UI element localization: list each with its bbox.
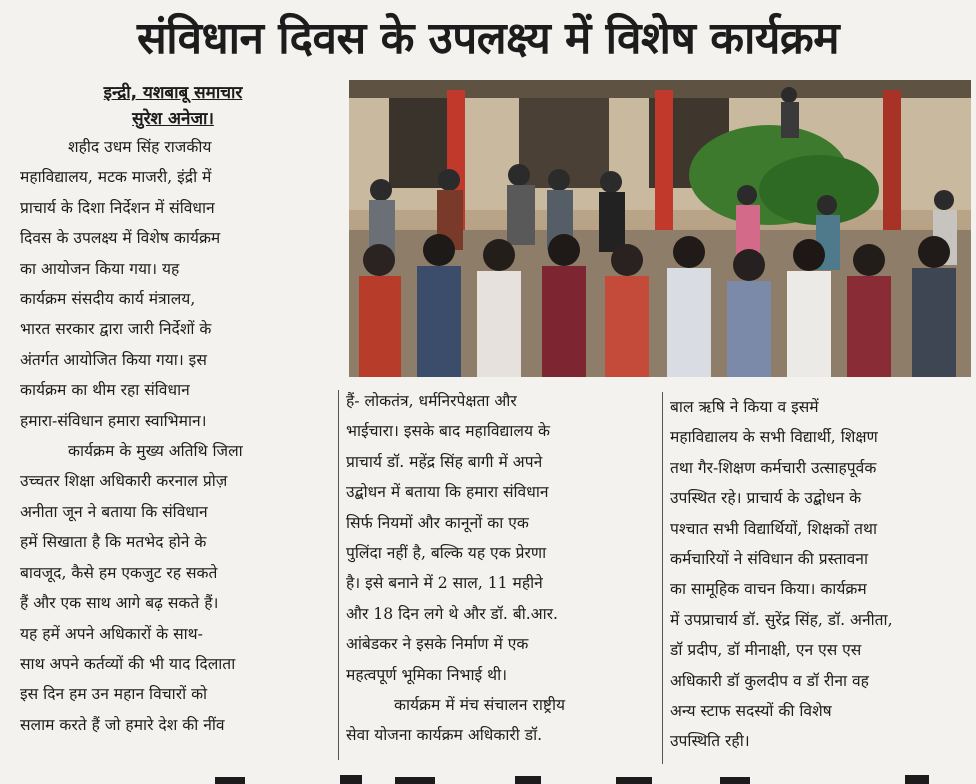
text-line: अनीता जून ने बताया कि संविधान — [20, 502, 208, 521]
text-line: हैं और एक साथ आगे बढ़ सकते हैं। — [20, 594, 219, 613]
text-line: साथ अपने कर्तव्यों की भी याद दिलाता — [20, 654, 236, 673]
text-line: इस दिन हम उन महान विचारों को — [20, 685, 208, 704]
text-line: उच्चतर शिक्षा अधिकारी करनाल प्रोज़ — [20, 472, 228, 491]
text-line: आंबेडकर ने इसके निर्माण में एक — [346, 635, 529, 654]
text-line: भाईचारा। इसके बाद महाविद्यालय के — [346, 422, 550, 441]
next-headline-fragment — [0, 770, 976, 784]
text-line: भारत सरकार द्वारा जारी निर्देशों के — [20, 320, 212, 339]
column-divider — [662, 392, 663, 764]
text-line: महाविद्यालय, मटक माजरी, इंद्री में — [20, 168, 212, 187]
article-column-2 — [346, 386, 656, 751]
author: सुरेश अनेजा। — [132, 109, 214, 129]
text-line: हमारा-संविधान हमारा स्वाभिमान। — [20, 411, 207, 430]
text-line: बाल ऋषि ने किया व इसमें — [670, 398, 819, 416]
text-line: अन्य स्टाफ सदस्यों की विशेष — [670, 702, 832, 721]
text-line: महाविद्यालय के सभी विद्यार्थी, शिक्षण — [670, 428, 878, 447]
text-line: महत्वपूर्ण भूमिका निभाई थी। — [346, 665, 508, 684]
text-line: है। इसे बनाने में 2 साल, 11 महीने — [346, 574, 543, 593]
dateline: इन्द्री, यशबाबू समाचार — [103, 83, 243, 103]
event-photo — [349, 80, 971, 377]
text-line: में उपप्राचार्य डॉ. सुरेंद्र सिंह, डॉ. अनीता, — [670, 610, 893, 629]
column-divider — [338, 390, 339, 760]
text-line: प्राचार्य डॉ. महेंद्र सिंह बागी में अपने — [346, 452, 543, 471]
text-line: कार्यक्रम में मंच संचालन राष्ट्रीय — [394, 696, 566, 715]
text-line: का आयोजन किया गया। यह — [20, 259, 180, 278]
text-line: बावजूद, कैसे हम एकजुट रह सकते — [20, 563, 218, 582]
text-line: कार्यक्रम संसदीय कार्य मंत्रालय, — [20, 290, 196, 309]
text-line: अधिकारी डॉ कुलदीप व डॉ रीना वह — [670, 671, 869, 690]
text-line: का सामूहिक वाचन किया। कार्यक्रम — [670, 580, 867, 599]
text-line: उपस्थिति रही। — [670, 732, 750, 751]
text-line: डॉ प्रदीप, डॉ मीनाक्षी, एन एस एस — [670, 641, 862, 660]
headline: संविधान दिवस के उपलक्ष्य में विशेष कार्यक्रम — [136, 13, 840, 64]
text-line: दिवस के उपलक्ष्य में विशेष कार्यक्रम — [20, 229, 221, 248]
text-line: कर्मचारियों ने संविधान की प्रस्तावना — [670, 550, 869, 569]
text-line: उपस्थित रहे। प्राचार्य के उद्बोधन के — [670, 489, 862, 508]
text-line: हमें सिखाता है कि मतभेद होने के — [20, 533, 207, 552]
text-line: हैं- लोकतंत्र, धर्मनिरपेक्षता और — [346, 392, 517, 410]
group-photo-icon — [349, 80, 971, 377]
text-line: कार्यक्रम के मुख्य अतिथि जिला — [68, 442, 243, 461]
text-line: अंतर्गत आयोजित किया गया। इस — [20, 350, 207, 369]
text-line: पुलिंदा नहीं है, बल्कि यह एक प्रेरणा — [346, 544, 547, 563]
text-line: यह हमें अपने अधिकारों के साथ- — [20, 624, 203, 643]
text-line: शहीद उधम सिंह राजकीय — [68, 138, 212, 156]
text-line: पश्चात सभी विद्यार्थियों, शिक्षकों तथा — [670, 519, 878, 538]
text-line: प्राचार्य के दिशा निर्देशन में संविधान — [20, 198, 215, 217]
article-column-3 — [670, 392, 972, 757]
text-line: कार्यक्रम का थीम रहा संविधान — [20, 381, 190, 400]
byline — [18, 80, 328, 132]
text-line: और 18 दिन लगे थे और डॉ. बी.आर. — [346, 604, 558, 623]
article-column-1 — [20, 132, 334, 740]
text-line: सेवा योजना कार्यक्रम अधिकारी डॉ. — [346, 726, 543, 745]
text-line: सलाम करते हैं जो हमारे देश की नींव — [20, 715, 225, 734]
text-line: उद्बोधन में बताया कि हमारा संविधान — [346, 483, 549, 502]
text-line: तथा गैर-शिक्षण कर्मचारी उत्साहपूर्वक — [670, 458, 877, 477]
text-line: सिर्फ नियमों और कानूनों का एक — [346, 513, 529, 532]
